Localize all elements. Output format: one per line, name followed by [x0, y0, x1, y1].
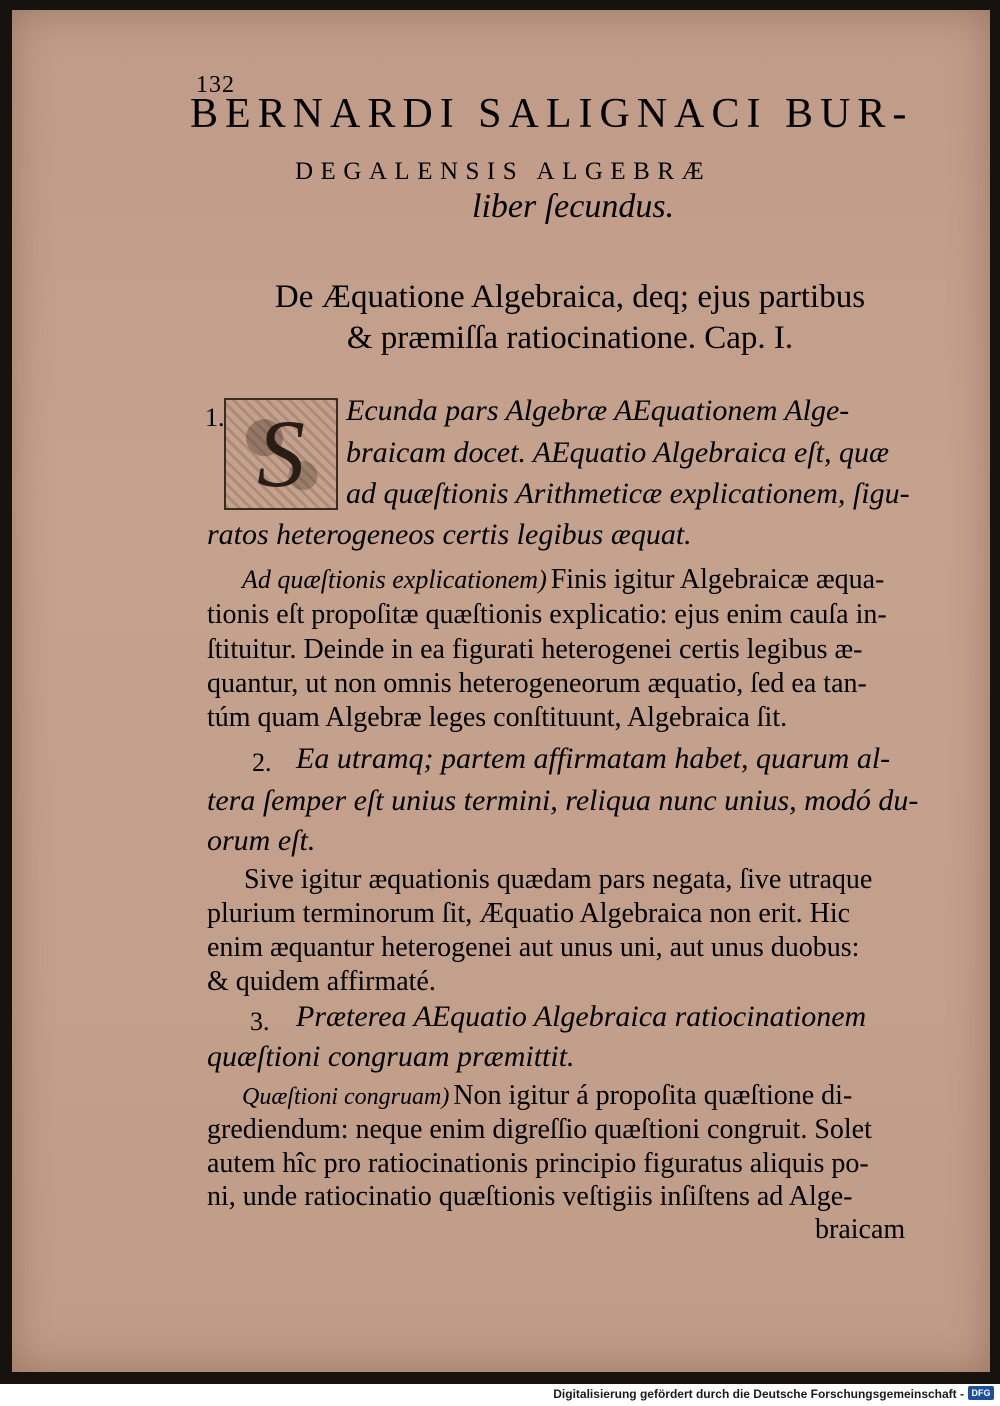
commentary-line	[242, 564, 884, 596]
section-number: 2.	[252, 748, 272, 777]
chapter-heading-line-2: & præmiſſa ratiocinatione. Cap. I.	[346, 320, 794, 356]
commentary-line: ſtituitur. Deinde in ea figurati heterogenei certis legibus æ-	[207, 634, 863, 665]
section-text-line: tera ſemper eſt unius termini, reliqua nunc unius, modó du-	[207, 784, 919, 817]
commentary-line: Sive igitur æquationis quædam pars negata, ſive utraque	[244, 864, 873, 895]
commentary-line: túm quam Algebræ leges conſtituunt, Algebraica ſit.	[207, 702, 788, 733]
title-line-1: BERNARDI SALIGNACI BUR-	[190, 91, 914, 137]
funding-credit: Digitalisierung gefördert durch die Deutsche Forschungsgemeinschaft -	[553, 1387, 964, 1401]
commentary-line: grediendum: neque enim digreſſio quæſtioni congruit. Solet	[207, 1114, 872, 1145]
commentary-line: tionis eſt propoſitæ quæſtionis explicatio: ejus enim cauſa in-	[207, 599, 887, 630]
commentary-lemma: Ad quæſtionis explicationem)	[242, 565, 547, 594]
title-line-2: DEGALENSIS ALGEBRÆ	[295, 158, 712, 185]
commentary-text: Finis igitur Algebraicæ æqua-	[550, 564, 885, 595]
page-number: 132	[196, 72, 235, 98]
commentary-text: Non igitur á propoſita quæſtione di-	[453, 1080, 853, 1111]
commentary-line	[242, 1080, 852, 1112]
chapter-heading-line-1: De Æquatione Algebraica, deq; ejus partibus	[274, 279, 866, 315]
commentary-line: ni, unde ratiocinatio quæſtionis veſtigiis inſiſtens ad Alge-	[207, 1181, 853, 1212]
commentary-line: & quidem affirmaté.	[207, 966, 436, 997]
section-text-line: ratos heterogeneos certis legibus æquat.	[207, 518, 692, 551]
section-text-line: Præterea AEquatio Algebraica ratiocinationem	[296, 1000, 867, 1033]
section-text-line: orum eſt.	[207, 824, 316, 857]
commentary-line: enim æquantur heterogenei aut unus uni, aut unus duobus:	[207, 932, 860, 963]
section-number: 3.	[250, 1007, 270, 1036]
catchword: braicam	[815, 1214, 906, 1245]
commentary-lemma: Quæſtioni congruam)	[242, 1084, 450, 1110]
section-text-line: quæſtioni congruam præmittit.	[207, 1040, 575, 1073]
section-text-line: Ea utramq; partem affirmatam habet, quarum al-	[296, 742, 891, 775]
section-number: 1.	[205, 403, 225, 432]
section-text-line: braicam docet. AEquatio Algebraica eſt, quæ	[346, 436, 889, 469]
commentary-line: plurium terminorum ſit, Æquatio Algebraica non erit. Hic	[207, 898, 851, 929]
commentary-line: autem hîc pro ratiocinationis principio figuratus aliquis po-	[207, 1148, 869, 1179]
section-text-line: ad quæſtionis Arithmeticæ explicationem, ſigu-	[346, 477, 910, 510]
commentary-line: quantur, ut non omnis heterogeneorum æquatio, ſed ea tan-	[207, 668, 867, 699]
dfg-logo: DFG	[968, 1386, 994, 1400]
section-text-line: Ecunda pars Algebræ AEquationem Alge-	[346, 394, 850, 427]
decorated-initial	[224, 398, 338, 510]
title-line-3: liber ſecundus.	[472, 188, 675, 225]
initial-letter: S	[257, 400, 305, 507]
